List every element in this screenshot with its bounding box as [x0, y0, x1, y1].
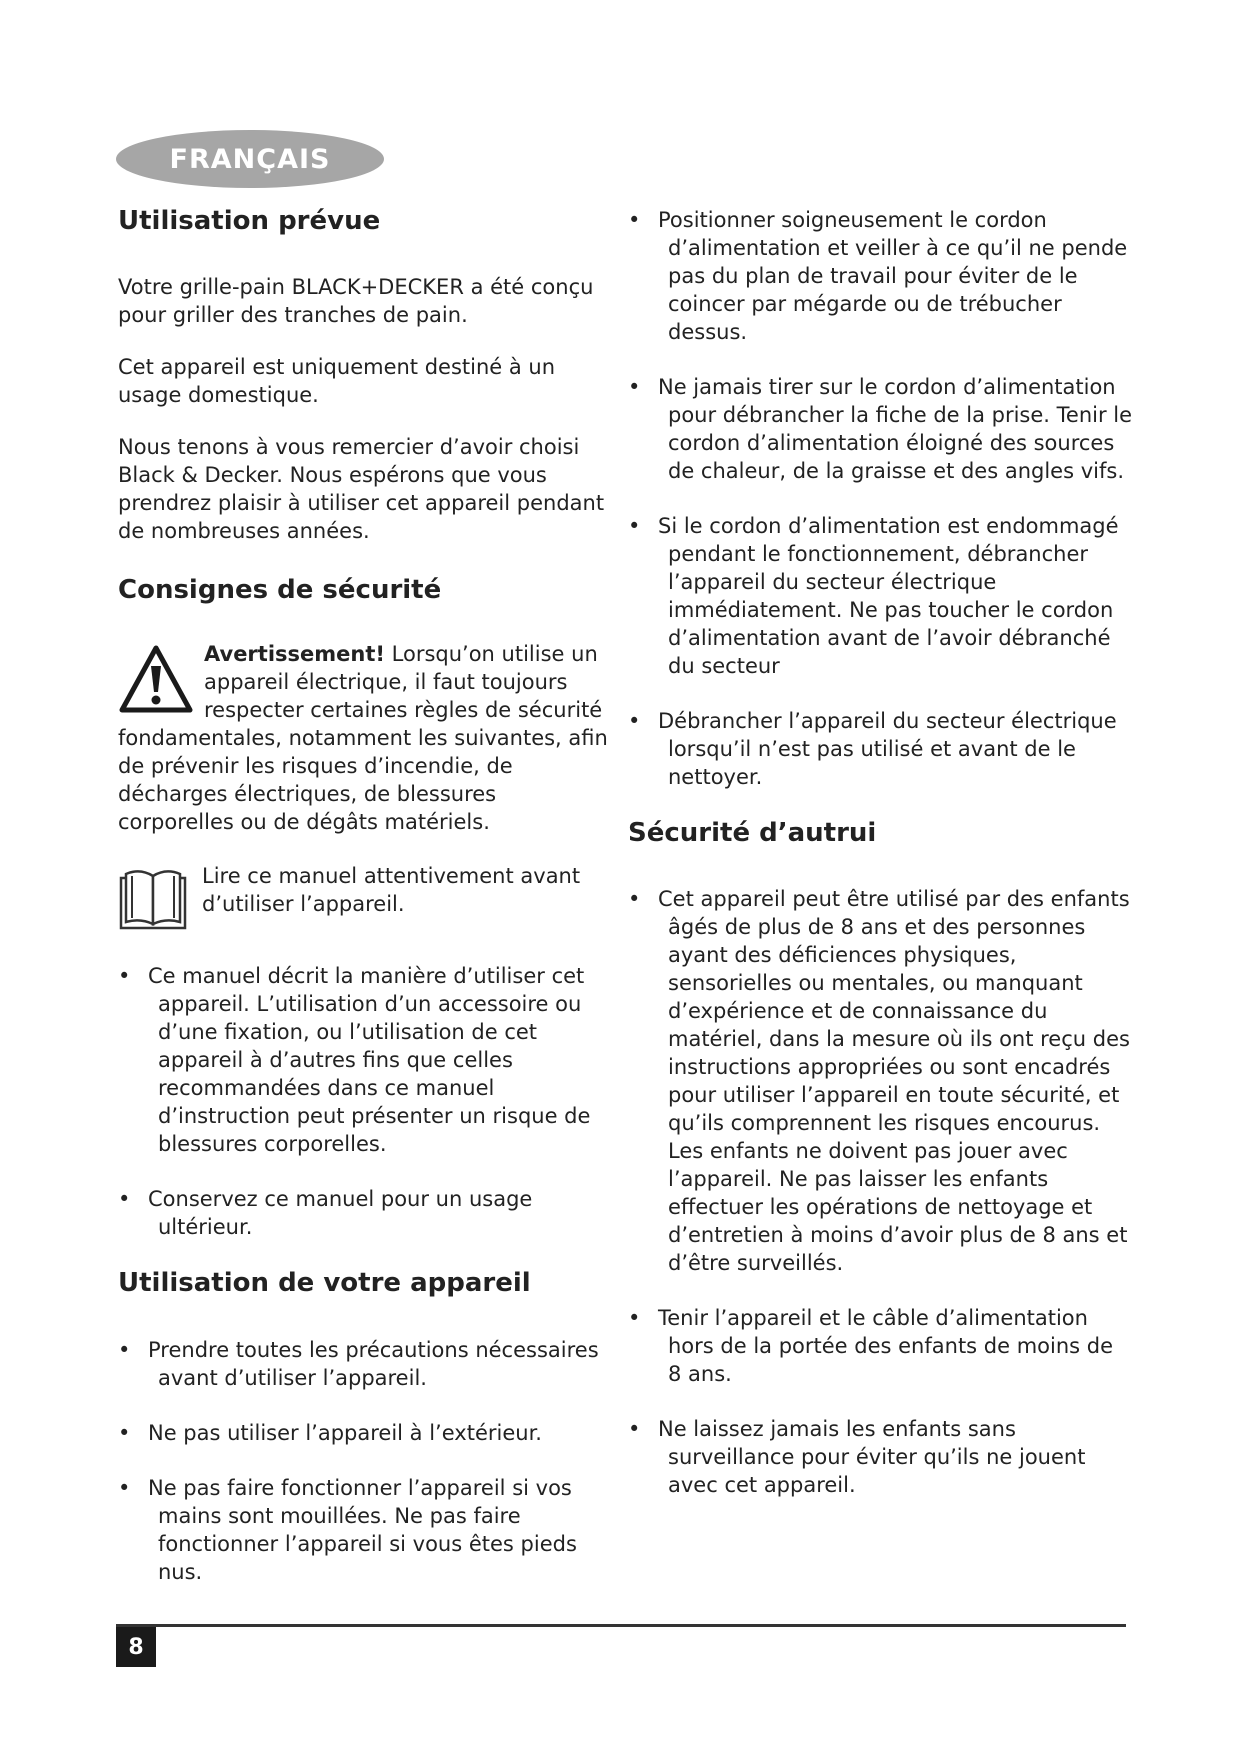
- section-title-usage: Utilisation de votre appareil: [118, 1268, 531, 1299]
- bullet: •: [628, 208, 641, 232]
- bullet: •: [118, 964, 131, 989]
- list-item: • Positionner soigneusement le cordon d’alimentation et veiller à ce qu’il ne pende pas du plan de travail pour éviter de le coincer par mégarde ou de trébucher dessus.: [628, 208, 1128, 344]
- footer-rule: [116, 1624, 1126, 1627]
- right-column: [628, 206, 1133, 1526]
- bullet: •: [118, 1187, 131, 1212]
- usage-list: [118, 1336, 618, 1586]
- section-title-others-safety: Sécurité d’autrui: [628, 818, 877, 848]
- warning-label: Avertissement!: [204, 642, 385, 667]
- bullet: •: [118, 1420, 131, 1445]
- bullet: •: [628, 375, 641, 399]
- manual-notice: [118, 862, 618, 932]
- bullet: •: [628, 514, 641, 538]
- paragraph: Cet appareil est uniquement destiné à un usage domestique.: [118, 355, 556, 408]
- list-item: • Si le cordon d’alimentation est endommagé pendant le fonctionnement, débrancher l’appareil du secteur électrique immédiatement. Ne pas toucher le cordon d’alimentation avant de l’avoir débranché du secteur: [628, 514, 1119, 678]
- left-column: [118, 206, 618, 1613]
- page-number: 8: [116, 1627, 156, 1667]
- manual-text: Lire ce manuel attentivement avant d’utiliser l’appareil.: [202, 864, 581, 917]
- list-item: • Ne pas faire fonctionner l’appareil si vos mains sont mouillées. Ne pas faire fonctionner l’appareil si vous êtes pieds nus.: [118, 1475, 577, 1584]
- paragraph: Votre grille-pain BLACK+DECKER a été conçu pour griller des tranches de pain.: [118, 275, 594, 328]
- bullet: •: [628, 1417, 641, 1442]
- bullet: •: [628, 709, 641, 733]
- bullet: •: [628, 1306, 641, 1331]
- warning-body: Lorsqu’on utilise un appareil électrique, il faut toujours respecter certaines règles de sécurité fondamentales, notamment les suivantes, afin de prévenir les risques d’incendie, de décharges électriques, de blessures corporelles ou de dégâts matériels.: [118, 642, 608, 835]
- list-item: • Ne pas utiliser l’appareil à l’extérieur.: [118, 1420, 542, 1445]
- list-item: • Ne jamais tirer sur le cordon d’alimentation pour débrancher la fiche de la prise. Tenir le cordon d’alimentation éloigné des sources de chaleur, de la graisse et des angles vifs.: [628, 375, 1133, 483]
- paragraph: Nous tenons à vous remercier d’avoir choisi Black & Decker. Nous espérons que vous prendrez plaisir à utiliser cet appareil pendant de nombreuses années.: [118, 435, 605, 544]
- section-title-intended-use: Utilisation prévue: [118, 206, 381, 236]
- open-book-icon: [118, 864, 188, 930]
- list-item: • Cet appareil peut être utilisé par des enfants âgés de plus de 8 ans et des personnes ayant des déficiences physiques, sensorielles ou mentales, ou manquant d’expérience et de connaissance du matériel, dans la mesure où ils ont reçu des instructions appropriées ou sont encadrés pour utiliser l’appareil en toute sécurité, et qu’ils comprennent les risques encourus. Les enfants ne doivent pas jouer avec l’appareil. Ne pas laisser les enfants effectuer les opérations de nettoyage et d’entretien à moins d’avoir plus de 8 ans et d’être surveillés.: [628, 887, 1130, 1276]
- section-title-safety: Consignes de sécurité: [118, 575, 442, 606]
- list-item: • Conservez ce manuel pour un usage ultérieur.: [118, 1187, 533, 1240]
- list-item: • Débrancher l’appareil du secteur électrique lorsqu’il n’est pas utilisé et avant de le nettoyer.: [628, 709, 1117, 789]
- list-item: • Tenir l’appareil et le câble d’alimentation hors de la portée des enfants de moins de 8 ans.: [628, 1306, 1114, 1387]
- language-badge: FRANÇAIS: [116, 130, 384, 188]
- cord-list: [628, 206, 1133, 791]
- safety-list: [118, 962, 618, 1241]
- bullet: •: [118, 1475, 131, 1500]
- list-item: • Prendre toutes les précautions nécessaires avant d’utiliser l’appareil.: [118, 1337, 599, 1390]
- warning-triangle-icon: [118, 644, 194, 716]
- list-item: • Ce manuel décrit la manière d’utiliser cet appareil. L’utilisation d’un accessoire ou d’une fixation, ou l’utilisation de cet appareil à d’autres fins que celles recommandées dans ce manuel d’instruction peut présenter un risque de blessures corporelles.: [118, 964, 591, 1157]
- bullet: •: [628, 887, 641, 912]
- others-safety-list: [628, 885, 1133, 1499]
- bullet: •: [118, 1337, 131, 1362]
- warning-block: [118, 640, 618, 836]
- list-item: • Ne laissez jamais les enfants sans surveillance pour éviter qu’ils ne jouent avec cet appareil.: [628, 1417, 1086, 1498]
